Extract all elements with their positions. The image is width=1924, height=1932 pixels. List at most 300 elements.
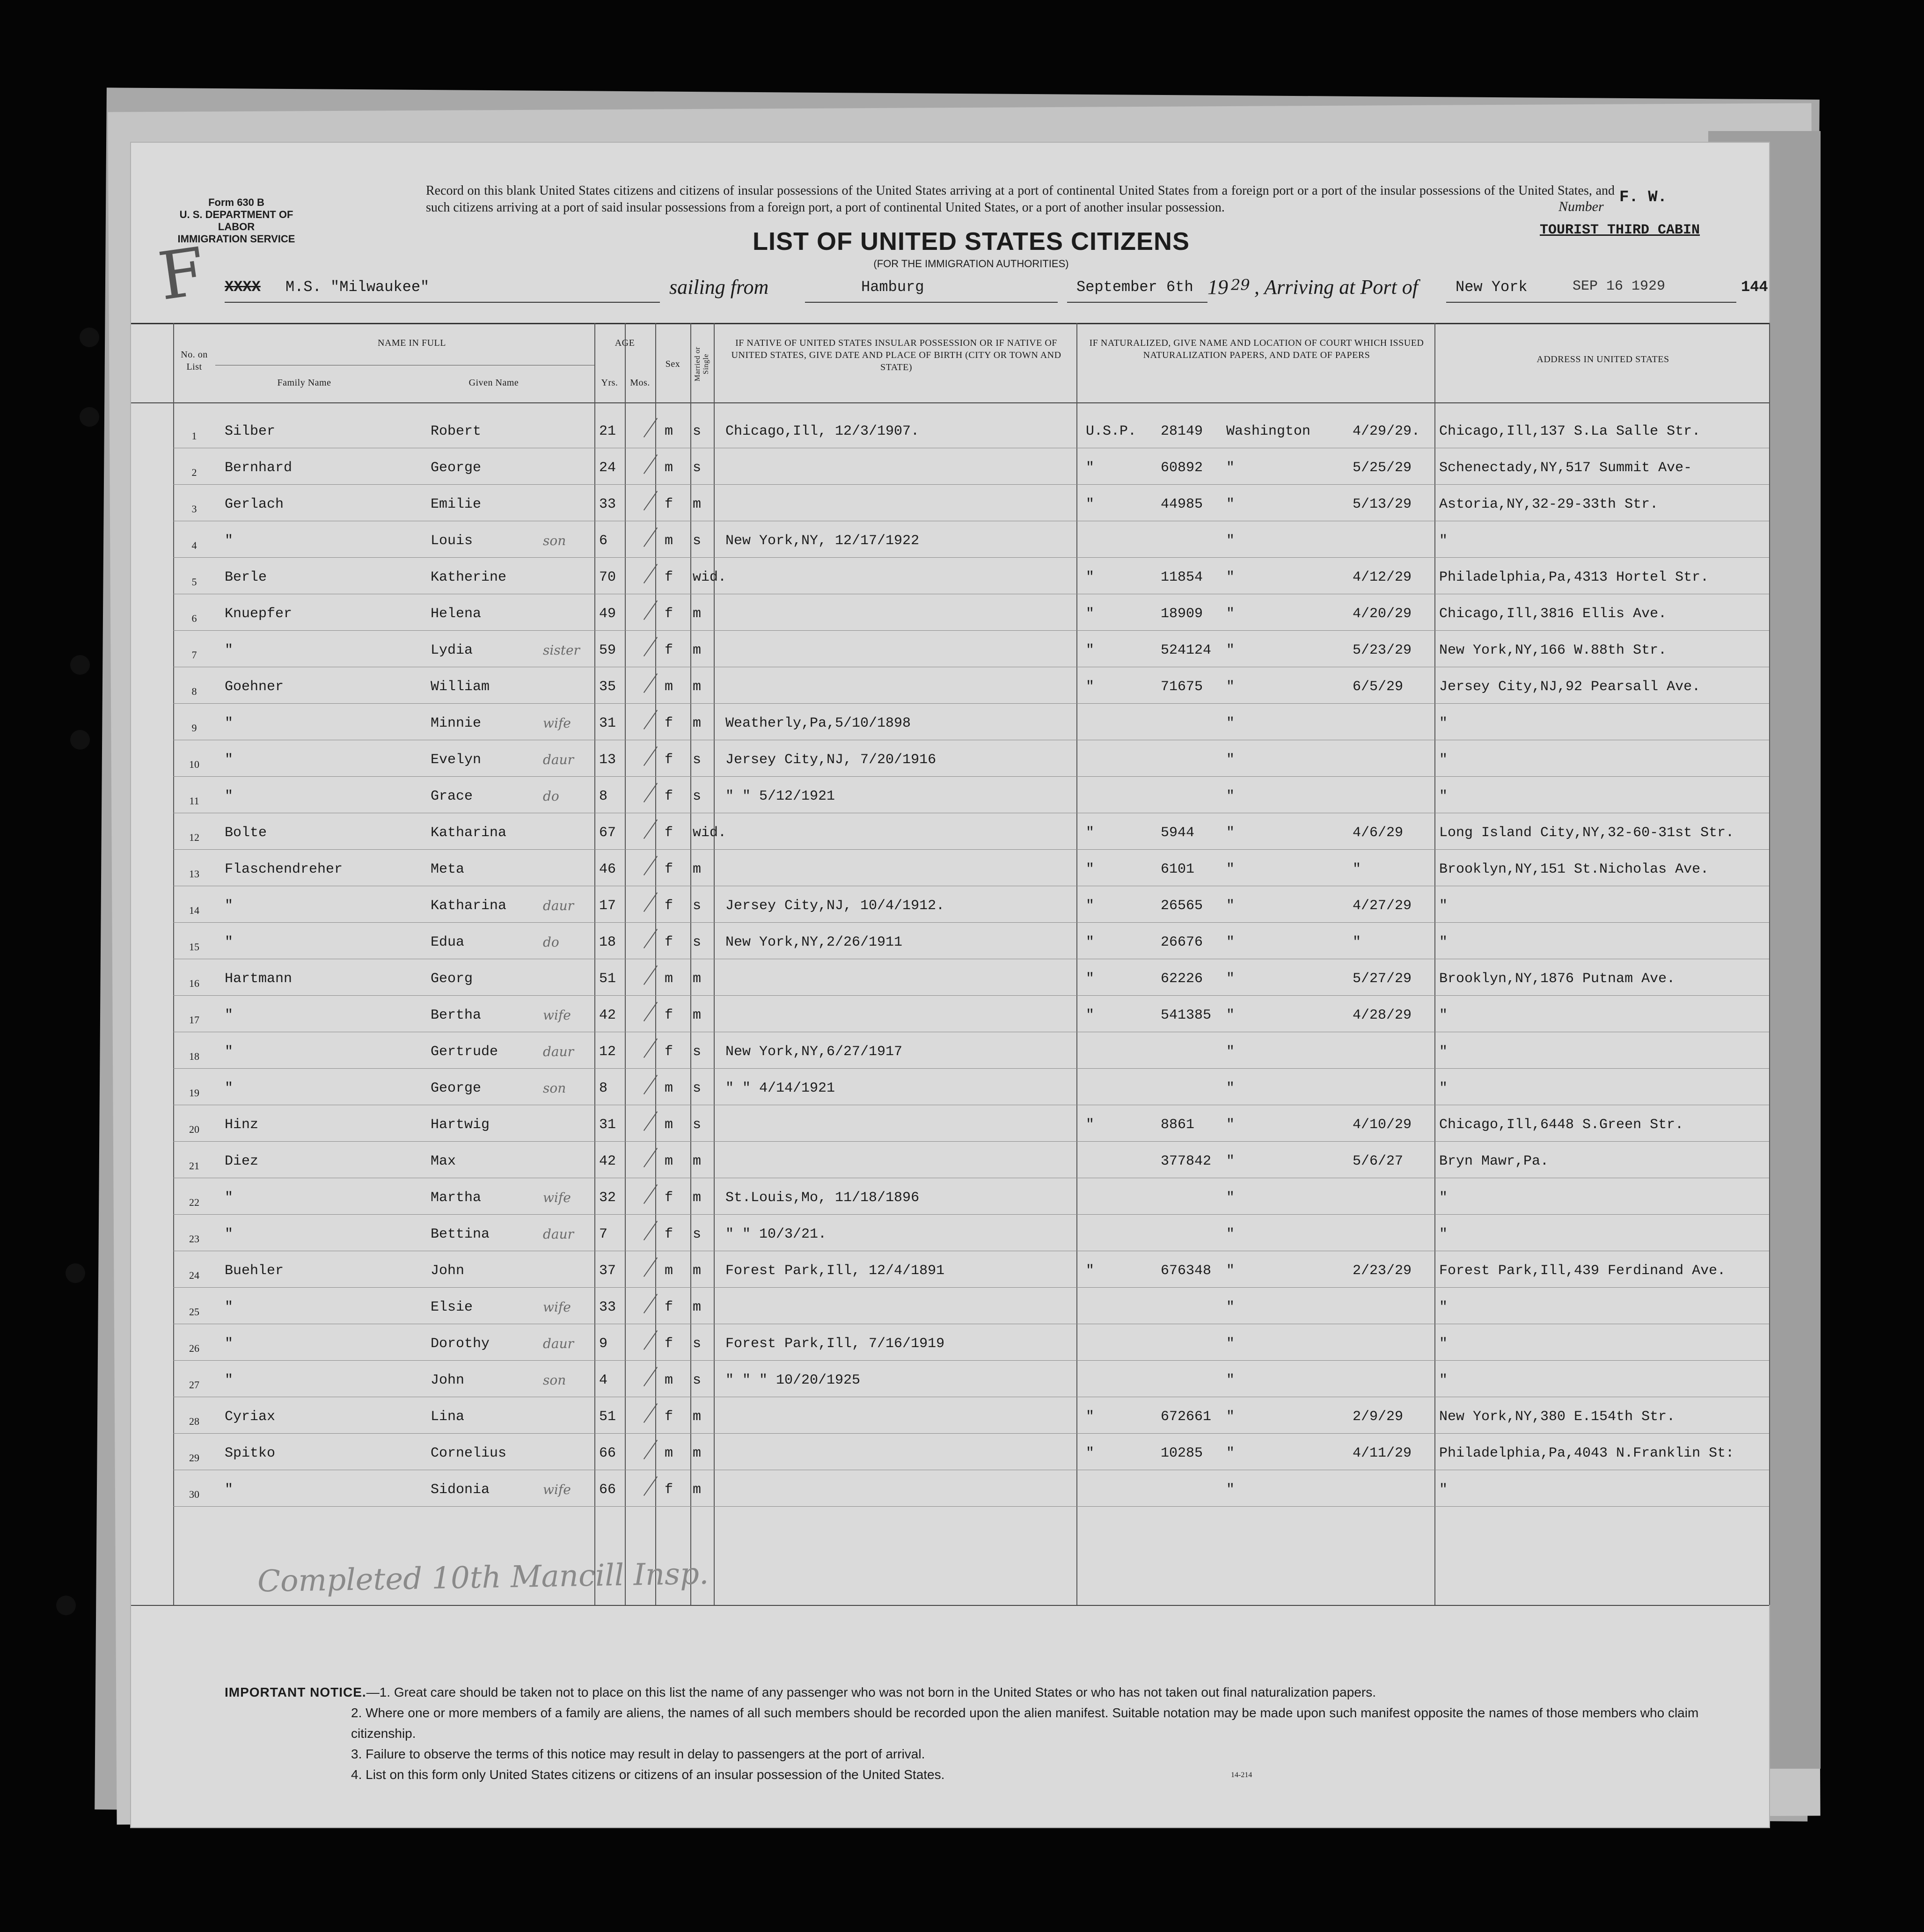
sex: m xyxy=(665,460,673,476)
us-address: " xyxy=(1439,1299,1448,1315)
marital-status: m xyxy=(693,715,702,731)
table-bottom-rule xyxy=(131,1605,1769,1606)
row-rule xyxy=(173,922,1769,923)
row-number: 28 xyxy=(189,1415,199,1427)
table-top-rule xyxy=(131,323,1769,324)
row-number: 23 xyxy=(189,1233,199,1245)
naturalization-prefix: " xyxy=(1086,1445,1095,1461)
marital-status: s xyxy=(693,1044,702,1060)
record-instructions: Record on this blank United States citizens and citizens of insular possessions of the United States arriving at a port of continental United States from a foreign port or a port of the insular possessions of the United States, and such citizens arriving at a port of said insular possessions from a foreign port, a port of continental United States, or a port of another insular possession. xyxy=(426,183,1615,215)
naturalization-date: " xyxy=(1353,861,1361,877)
important-notice xyxy=(225,1682,1722,1785)
us-address: " xyxy=(1439,1226,1448,1242)
arrival-date-stamp: SEP 16 1929 xyxy=(1573,278,1666,294)
age-years: 31 xyxy=(599,715,616,731)
given-name: Emilie xyxy=(431,496,482,512)
naturalization-number: 18909 xyxy=(1161,606,1203,622)
row-number: 2 xyxy=(191,467,197,478)
naturalization-number: 377842 xyxy=(1161,1153,1212,1169)
us-address: Forest Park,Ill,439 Ferdinand Ave. xyxy=(1439,1263,1726,1279)
naturalization-prefix: " xyxy=(1086,496,1095,512)
naturalization-date: 5/6/27 xyxy=(1353,1153,1404,1169)
marital-status: wid. xyxy=(693,569,727,585)
row-rule xyxy=(173,995,1769,996)
col-head-age: AGE xyxy=(615,338,635,348)
family-name: Hinz xyxy=(225,1117,259,1133)
given-name: Robert xyxy=(431,423,482,439)
court-location: " xyxy=(1226,1336,1235,1352)
marital-status: s xyxy=(693,752,702,768)
sex: f xyxy=(665,642,673,658)
age-years: 66 xyxy=(599,1482,616,1498)
sex: f xyxy=(665,1409,673,1425)
binder-hole xyxy=(80,407,99,427)
row-number: 24 xyxy=(189,1269,199,1281)
age-years: 66 xyxy=(599,1445,616,1461)
us-address: Bryn Mawr,Pa. xyxy=(1439,1153,1549,1169)
sex: m xyxy=(665,1263,673,1279)
family-name: Bolte xyxy=(225,825,267,841)
birth-place-date: " " 5/12/1921 xyxy=(725,788,835,804)
family-name: " xyxy=(225,1226,234,1242)
header-bottom-rule xyxy=(131,402,1769,403)
court-location: " xyxy=(1226,934,1235,950)
naturalization-number: 62226 xyxy=(1161,971,1203,987)
age-years: 4 xyxy=(599,1372,608,1388)
naturalization-prefix: " xyxy=(1086,898,1095,914)
given-name: John xyxy=(431,1372,465,1388)
department: U. S. DEPARTMENT OF LABOR xyxy=(179,209,293,233)
birth-place-date: Weatherly,Pa,5/10/1898 xyxy=(725,715,911,731)
court-location: " xyxy=(1226,1007,1235,1023)
handwritten-relation: daur xyxy=(543,1044,574,1059)
naturalization-number: 5944 xyxy=(1161,825,1195,841)
sex: f xyxy=(665,1007,673,1023)
court-location: " xyxy=(1226,1117,1235,1133)
port-from: Hamburg xyxy=(861,278,924,296)
us-address: " xyxy=(1439,1336,1448,1352)
court-location: " xyxy=(1226,1482,1235,1498)
naturalization-number: 26676 xyxy=(1161,934,1203,950)
marital-status: m xyxy=(693,971,702,987)
court-location: " xyxy=(1226,971,1235,987)
marital-status: m xyxy=(693,1482,702,1498)
column-divider xyxy=(594,323,595,1605)
col-head-mos: Mos. xyxy=(630,378,650,388)
row-number: 27 xyxy=(189,1379,199,1391)
us-address: " xyxy=(1439,898,1448,914)
row-rule xyxy=(173,1141,1769,1142)
sex: f xyxy=(665,934,673,950)
us-address: Brooklyn,NY,1876 Putnam Ave. xyxy=(1439,971,1675,987)
row-number: 3 xyxy=(191,503,197,515)
row-number: 21 xyxy=(189,1160,199,1172)
form-number: Form 630 B xyxy=(208,197,264,208)
naturalization-prefix: " xyxy=(1086,1007,1095,1023)
notice-item-2: 2. Where one or more members of a family are aliens, the names of all such members should be recorded upon the alien manifest. Suitable notation may be made upon such manifest opposite the names of those members who claim citizenship. xyxy=(351,1706,1699,1741)
given-name: Louis xyxy=(431,533,473,549)
court-location: " xyxy=(1226,1153,1235,1169)
port-to: New York xyxy=(1456,278,1528,296)
court-location: " xyxy=(1226,825,1235,841)
underline xyxy=(1067,302,1207,303)
row-number: 29 xyxy=(189,1452,199,1464)
age-years: 70 xyxy=(599,569,616,585)
marital-status: s xyxy=(693,1117,702,1133)
birth-place-date: " " 10/3/21. xyxy=(725,1226,827,1242)
age-years: 12 xyxy=(599,1044,616,1060)
marital-status: m xyxy=(693,1445,702,1461)
court-location: " xyxy=(1226,1080,1235,1096)
naturalization-prefix: " xyxy=(1086,1117,1095,1133)
row-rule xyxy=(173,1433,1769,1434)
age-years: 8 xyxy=(599,788,608,804)
notice-lead: IMPORTANT NOTICE. xyxy=(225,1685,366,1699)
court-location: " xyxy=(1226,606,1235,622)
naturalization-prefix: " xyxy=(1086,642,1095,658)
sex: m xyxy=(665,679,673,695)
marital-status: s xyxy=(693,898,702,914)
vessel-prefix: XXXX xyxy=(225,278,261,296)
given-name: Dorothy xyxy=(431,1336,490,1352)
handwritten-relation: do xyxy=(543,788,559,804)
family-name: " xyxy=(225,1190,234,1206)
age-years: 49 xyxy=(599,606,616,622)
us-address: " xyxy=(1439,1372,1448,1388)
row-number: 19 xyxy=(189,1087,199,1099)
col-head-birth: IF NATIVE OF UNITED STATES INSULAR POSSESSION OR IF NATIVE OF UNITED STATES, GIVE DATE AND PLACE OF BIRTH (CITY OR TOWN AND STATE) xyxy=(731,338,1061,372)
naturalization-number: 524124 xyxy=(1161,642,1212,658)
number-value: F. W. xyxy=(1619,189,1668,206)
given-name: Grace xyxy=(431,788,473,804)
marital-status: m xyxy=(693,1263,702,1279)
marital-status: s xyxy=(693,1336,702,1352)
number-label: Number xyxy=(1558,199,1604,214)
naturalization-number: 60892 xyxy=(1161,460,1203,476)
col-head-married: Married or Single xyxy=(694,347,710,381)
given-name: Katharina xyxy=(431,898,507,914)
service: IMMIGRATION SERVICE xyxy=(177,233,295,245)
age-years: 18 xyxy=(599,934,616,950)
sex: f xyxy=(665,1336,673,1352)
birth-place-date: Forest Park,Ill, 12/4/1891 xyxy=(725,1263,945,1279)
naturalization-date: 4/11/29 xyxy=(1353,1445,1412,1461)
age-years: 42 xyxy=(599,1153,616,1169)
naturalization-date: 4/6/29 xyxy=(1353,825,1404,841)
handwritten-relation: sister xyxy=(543,642,580,658)
marital-status: s xyxy=(693,460,702,476)
row-number: 18 xyxy=(189,1050,199,1062)
given-name: Minnie xyxy=(431,715,482,731)
family-name: Silber xyxy=(225,423,276,439)
handwritten-relation: wife xyxy=(543,1299,571,1315)
class-label: TOURIST THIRD CABIN xyxy=(1540,222,1700,238)
given-name: Edua xyxy=(431,934,465,950)
naturalization-prefix: " xyxy=(1086,825,1095,841)
naturalization-prefix: " xyxy=(1086,1409,1095,1425)
marital-status: s xyxy=(693,1226,702,1242)
family-name: Gerlach xyxy=(225,496,284,512)
given-name: Gertrude xyxy=(431,1044,498,1060)
row-number: 10 xyxy=(189,758,199,770)
family-name: " xyxy=(225,715,234,731)
row-number: 5 xyxy=(191,576,197,588)
naturalization-date: 2/9/29 xyxy=(1353,1409,1404,1425)
naturalization-prefix: " xyxy=(1086,1263,1095,1279)
naturalization-prefix: " xyxy=(1086,606,1095,622)
row-number: 17 xyxy=(189,1014,199,1026)
binder-hole xyxy=(56,1596,76,1615)
family-name: " xyxy=(225,1299,234,1315)
us-address: " xyxy=(1439,533,1448,549)
age-years: 17 xyxy=(599,898,616,914)
us-address: Chicago,Ill,3816 Ellis Ave. xyxy=(1439,606,1667,622)
row-rule xyxy=(173,776,1769,777)
us-address: Schenectady,NY,517 Summit Ave- xyxy=(1439,460,1692,476)
marital-status: m xyxy=(693,861,702,877)
marital-status: s xyxy=(693,1080,702,1096)
family-name: Knuepfer xyxy=(225,606,293,622)
handwritten-relation: son xyxy=(543,1372,566,1388)
sex: f xyxy=(665,1226,673,1242)
col-head-yrs: Yrs. xyxy=(601,378,618,388)
sex: f xyxy=(665,752,673,768)
given-name: Helena xyxy=(431,606,482,622)
birth-place-date: Jersey City,NJ, 7/20/1916 xyxy=(725,752,936,768)
col-head-address: ADDRESS IN UNITED STATES xyxy=(1536,354,1669,365)
us-address: Astoria,NY,32-29-33th Str. xyxy=(1439,496,1659,512)
sex: f xyxy=(665,496,673,512)
given-name: Lydia xyxy=(431,642,473,658)
given-name: Max xyxy=(431,1153,456,1169)
naturalization-prefix: " xyxy=(1086,971,1095,987)
page-title: LIST OF UNITED STATES CITIZENS xyxy=(753,227,1190,255)
marital-status: wid. xyxy=(693,825,727,841)
handwritten-corner-mark: F xyxy=(154,233,210,315)
court-location: " xyxy=(1226,1409,1235,1425)
row-number: 4 xyxy=(191,540,197,551)
row-number: 12 xyxy=(189,831,199,843)
family-name: Cyriax xyxy=(225,1409,276,1425)
binder-hole xyxy=(70,730,90,750)
column-divider xyxy=(1434,323,1435,1605)
row-number: 22 xyxy=(189,1196,199,1208)
sex: f xyxy=(665,606,673,622)
column-divider xyxy=(690,323,691,1605)
sex: f xyxy=(665,861,673,877)
sex: f xyxy=(665,715,673,731)
naturalization-prefix: " xyxy=(1086,679,1095,695)
row-number: 9 xyxy=(191,722,197,734)
birth-place-date: New York,NY,6/27/1917 xyxy=(725,1044,903,1060)
marital-status: s xyxy=(693,1372,702,1388)
court-location: " xyxy=(1226,1445,1235,1461)
court-location: " xyxy=(1226,1263,1235,1279)
court-location: " xyxy=(1226,1226,1235,1242)
row-rule xyxy=(173,630,1769,631)
handwritten-relation: do xyxy=(543,934,559,950)
handwritten-relation: wife xyxy=(543,1190,571,1205)
us-address: " xyxy=(1439,1080,1448,1096)
us-address: " xyxy=(1439,1190,1448,1206)
col-head-name: NAME IN FULL xyxy=(378,338,446,348)
row-number: 25 xyxy=(189,1306,199,1318)
naturalization-date: 5/25/29 xyxy=(1353,460,1412,476)
naturalization-number: 71675 xyxy=(1161,679,1203,695)
naturalization-number: 6101 xyxy=(1161,861,1195,877)
court-location: " xyxy=(1226,1190,1235,1206)
given-name: Hartwig xyxy=(431,1117,490,1133)
row-number: 15 xyxy=(189,941,199,953)
age-years: 51 xyxy=(599,971,616,987)
birth-place-date: St.Louis,Mo, 11/18/1896 xyxy=(725,1190,920,1206)
court-location: " xyxy=(1226,752,1235,768)
naturalization-date: 4/29/29. xyxy=(1353,423,1420,439)
column-divider xyxy=(1769,323,1770,1605)
us-address: " xyxy=(1439,788,1448,804)
handwritten-relation: daur xyxy=(543,1226,574,1242)
family-name: " xyxy=(225,1482,234,1498)
naturalization-prefix: U.S.P. xyxy=(1086,423,1137,439)
age-years: 6 xyxy=(599,533,608,549)
family-name: " xyxy=(225,1080,234,1096)
court-location: " xyxy=(1226,861,1235,877)
given-name: Cornelius xyxy=(431,1445,507,1461)
arriving-label: , Arriving at Port of xyxy=(1254,276,1418,299)
given-name: William xyxy=(431,679,490,695)
age-years: 59 xyxy=(599,642,616,658)
family-name: " xyxy=(225,1007,234,1023)
marital-status: s xyxy=(693,423,702,439)
given-name: Katharina xyxy=(431,825,507,841)
row-number: 30 xyxy=(189,1488,199,1500)
family-name: " xyxy=(225,642,234,658)
marital-status: m xyxy=(693,1007,702,1023)
given-name: George xyxy=(431,1080,482,1096)
marital-status: s xyxy=(693,788,702,804)
birth-place-date: Forest Park,Ill, 7/16/1919 xyxy=(725,1336,945,1352)
sex: f xyxy=(665,1190,673,1206)
family-name: " xyxy=(225,752,234,768)
age-years: 37 xyxy=(599,1263,616,1279)
age-years: 9 xyxy=(599,1336,608,1352)
sex: m xyxy=(665,971,673,987)
sex: m xyxy=(665,1445,673,1461)
handwritten-relation: daur xyxy=(543,1336,574,1351)
naturalization-number: 541385 xyxy=(1161,1007,1212,1023)
family-name: " xyxy=(225,934,234,950)
us-address: " xyxy=(1439,715,1448,731)
given-name: Georg xyxy=(431,971,473,987)
family-name: Hartmann xyxy=(225,971,293,987)
us-address: Long Island City,NY,32-60-31st Str. xyxy=(1439,825,1734,841)
sex: f xyxy=(665,898,673,914)
naturalization-date: 4/28/29 xyxy=(1353,1007,1412,1023)
year-prefix: 19 xyxy=(1207,276,1228,299)
marital-status: s xyxy=(693,934,702,950)
age-years: 67 xyxy=(599,825,616,841)
year-suffix: 29 xyxy=(1231,276,1250,294)
row-number: 1 xyxy=(191,430,197,442)
court-location: " xyxy=(1226,1372,1235,1388)
us-address: " xyxy=(1439,1007,1448,1023)
naturalization-number: 11854 xyxy=(1161,569,1203,585)
family-name: " xyxy=(225,788,234,804)
marital-status: m xyxy=(693,642,702,658)
underline xyxy=(225,302,660,303)
row-rule xyxy=(173,703,1769,704)
naturalization-prefix: " xyxy=(1086,460,1095,476)
us-address: Philadelphia,Pa,4043 N.Franklin St: xyxy=(1439,1445,1734,1461)
sex: m xyxy=(665,533,673,549)
court-location: " xyxy=(1226,460,1235,476)
row-number: 11 xyxy=(189,795,199,807)
age-years: 31 xyxy=(599,1117,616,1133)
marital-status: s xyxy=(693,533,702,549)
handwritten-relation: daur xyxy=(543,752,574,767)
naturalization-date: 5/13/29 xyxy=(1353,496,1412,512)
court-location: " xyxy=(1226,533,1235,549)
handwritten-relation: daur xyxy=(543,898,574,913)
naturalization-number: 26565 xyxy=(1161,898,1203,914)
family-name: Spitko xyxy=(225,1445,276,1461)
row-number: 13 xyxy=(189,868,199,880)
us-address: " xyxy=(1439,752,1448,768)
column-divider xyxy=(1076,323,1077,1605)
naturalization-date: 4/20/29 xyxy=(1353,606,1412,622)
court-location: Washington xyxy=(1226,423,1311,439)
us-address: " xyxy=(1439,1044,1448,1060)
age-years: 42 xyxy=(599,1007,616,1023)
birth-place-date: Jersey City,NJ, 10/4/1912. xyxy=(725,898,945,914)
naturalization-number: 672661 xyxy=(1161,1409,1212,1425)
sex: m xyxy=(665,1080,673,1096)
date-from: September 6th xyxy=(1076,278,1193,296)
court-location: " xyxy=(1226,788,1235,804)
age-years: 33 xyxy=(599,496,616,512)
marital-status: m xyxy=(693,1153,702,1169)
given-name: Elsie xyxy=(431,1299,473,1315)
birth-place-date: " " 4/14/1921 xyxy=(725,1080,835,1096)
vessel-name: M.S. "Milwaukee" xyxy=(285,278,430,296)
us-address: " xyxy=(1439,934,1448,950)
marital-status: m xyxy=(693,606,702,622)
row-number: 20 xyxy=(189,1123,199,1135)
us-address: Jersey City,NJ,92 Pearsall Ave. xyxy=(1439,679,1701,695)
notice-item-3: 3. Failure to observe the terms of this notice may result in delay to passengers at the port of arrival. xyxy=(351,1747,925,1761)
binder-hole xyxy=(80,328,99,347)
age-years: 46 xyxy=(599,861,616,877)
court-location: " xyxy=(1226,898,1235,914)
manifest-form xyxy=(131,143,1769,1827)
sex: m xyxy=(665,1117,673,1133)
family-name: " xyxy=(225,1044,234,1060)
row-number: 6 xyxy=(191,612,197,624)
sex: m xyxy=(665,1153,673,1169)
given-name: John xyxy=(431,1263,465,1279)
court-location: " xyxy=(1226,679,1235,695)
given-name: Lina xyxy=(431,1409,465,1425)
age-years: 21 xyxy=(599,423,616,439)
handwritten-relation: son xyxy=(543,533,566,548)
marital-status: m xyxy=(693,496,702,512)
row-rule xyxy=(173,1287,1769,1288)
handwritten-relation: son xyxy=(543,1080,566,1096)
naturalization-number: 8861 xyxy=(1161,1117,1195,1133)
naturalization-prefix: " xyxy=(1086,934,1095,950)
row-rule xyxy=(173,557,1769,558)
naturalization-date: 2/23/29 xyxy=(1353,1263,1412,1279)
